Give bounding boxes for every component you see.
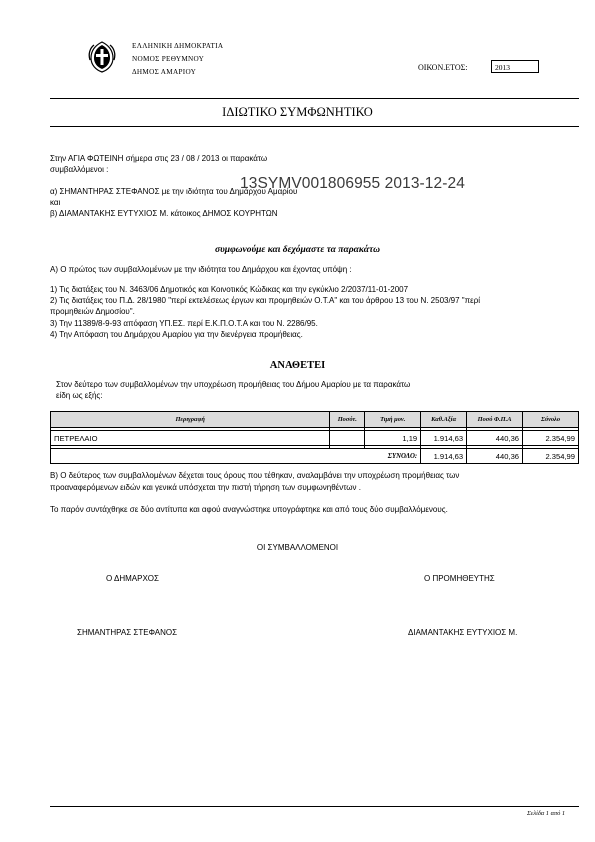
supplier-name: ΔΙΑΜΑΝΤΑΚΗΣ ΕΥΤΥΧΙΟΣ Μ. xyxy=(408,628,518,637)
total-vat: 440,36 xyxy=(467,449,523,464)
assigns-text-1: Στον δεύτερο των συμβαλλομένων την υποχρέωση προμήθειας του Δήμου Αμαρίου με τα παρακάτω xyxy=(56,380,411,389)
fiscal-year-value: 2013 xyxy=(491,60,539,73)
row-quantity xyxy=(330,431,365,446)
total-net-value: 1.914,63 xyxy=(421,449,467,464)
column-header-vat: Ποσό Φ.Π.Α xyxy=(467,412,523,428)
intro-line-2: συμβαλλόμενοι : xyxy=(50,165,109,174)
row-vat: 440,36 xyxy=(467,431,523,446)
assigns-text-2: είδη ως εξής: xyxy=(56,391,103,400)
mayor-role: Ο ΔΗΜΑΡΧΟΣ xyxy=(106,574,159,583)
column-header-unit-price: Τιμή μον. xyxy=(365,412,421,428)
total-sum: 2.354,99 xyxy=(523,449,579,464)
total-label: ΣΥΝΟΛΟ: xyxy=(51,449,421,464)
signatures-heading: ΟΙ ΣΥΜΒΑΛΛΟΜΕΝΟΙ xyxy=(256,543,339,552)
row-description: ΠΕΤΡΕΛΑΙΟ xyxy=(51,431,330,446)
page-number: Σελίδα 1 από 1 xyxy=(527,810,566,817)
assigns-heading: ΑΝΑΘΕΤΕΙ xyxy=(269,360,326,371)
fiscal-year-label: ΟΙΚΟΝ.ΕΤΟΣ: xyxy=(418,63,468,72)
party-a: α) ΣΗΜΑΝΤΗΡΑΣ ΣΤΕΦΑΝΟΣ με την ιδιότητα του Δημάρχου Αμαρίου xyxy=(50,187,298,196)
goods-table xyxy=(50,411,579,464)
row-net-value: 1.914,63 xyxy=(421,431,467,446)
intro-line-1: Στην ΑΓΙΑ ΦΩΤΕΙΝΗ σήμερα στις 23 / 08 / 2013 οι παρακάτω xyxy=(50,154,268,163)
mayor-name: ΣΗΜΑΝΤΗΡΑΣ ΣΤΕΦΑΝΟΣ xyxy=(77,628,178,637)
table-row xyxy=(51,431,579,446)
closing-statement: Το παρόν συντάχθηκε σε δύο αντίτυπα και αφού αναγνώστηκε υπογράφτηκε και από τους δύο συμβαλλόμενους. xyxy=(50,505,448,514)
footer-rule xyxy=(50,806,579,807)
column-header-description: Περιγραφή xyxy=(51,412,330,428)
reference-4: 4) Την Απόφαση του Δημάρχου Αμαρίου για την διενέργεια προμήθειας. xyxy=(50,330,303,339)
column-header-total: Σύνολο xyxy=(523,412,579,428)
conjunction: και xyxy=(50,198,61,207)
clause-b-line-2: προαναφερόμενων ειδών και γενικά υπόσχεται την πιστή τήρηση των συμφωνηθέντων . xyxy=(50,483,361,492)
clause-b-line-1: Β) Ο δεύτερος των συμβαλλομένων δέχεται τους όρους που τέθηκαν, αναλαμβάνει την υποχρέωση προμήθειας των xyxy=(50,471,460,480)
table-header-row xyxy=(51,412,579,428)
page-title: ΙΔΙΩΤΙΚΟ ΣΥΜΦΩΝΗΤΙΚΟ xyxy=(222,105,373,119)
agreement-heading: συμφωνούμε και δεχόμαστε τα παρακάτω xyxy=(215,245,380,255)
reference-1: 1) Τις διατάξεις του Ν. 3463/06 Δημοτικός και Κοινοτικός Κώδικας και την εγκύκλιο 2/2037/11-01-2007 xyxy=(50,285,409,294)
row-total: 2.354,99 xyxy=(523,431,579,446)
authority-line-2: ΝΟΜΟΣ ΡΕΘΥΜΝΟΥ xyxy=(132,55,205,63)
title-top-rule xyxy=(50,98,579,99)
column-header-quantity: Ποσότ. xyxy=(330,412,365,428)
row-unit-price: 1,19 xyxy=(365,431,421,446)
column-header-net-value: Καθ.Αξία xyxy=(421,412,467,428)
clause-a: Α) Ο πρώτος των συμβαλλομένων με την ιδιότητα του Δημάρχου και έχοντας υπόψη : xyxy=(50,265,352,274)
table-total-row xyxy=(51,449,579,464)
reference-3: 3) Την 11389/8-9-93 απόφαση ΥΠ.ΕΣ. περί Ε.Κ.Π.Ο.Τ.Α και του Ν. 2286/95. xyxy=(50,319,318,328)
authority-line-1: ΕΛΛΗΝΙΚΗ ΔΗΜΟΚΡΑΤΙΑ xyxy=(132,42,224,50)
party-b: β) ΔΙΑΜΑΝΤΑΚΗΣ ΕΥΤΥΧΙΟΣ Μ. κάτοικος ΔΗΜΟΣ ΚΟΥΡΗΤΩΝ xyxy=(50,209,278,218)
title-bottom-rule xyxy=(50,126,579,127)
supplier-role: Ο ΠΡΟΜΗΘΕΥΤΗΣ xyxy=(424,574,495,583)
greek-coat-of-arms-icon xyxy=(88,40,116,74)
registration-stamp: 13SYMV001806955 2013-12-24 xyxy=(240,175,465,192)
authority-line-3: ΔΗΜΟΣ ΑΜΑΡΙΟΥ xyxy=(132,68,197,76)
reference-2-cont: προμηθειών Δημοσίου". xyxy=(50,307,135,316)
reference-2: 2) Τις διατάξεις του Π.Δ. 28/1980 "περί εκτελέσεως έργων και προμηθειών Ο.Τ.Α" και του άρθρου 13 του Ν. 2503/97 "περί xyxy=(50,296,481,305)
